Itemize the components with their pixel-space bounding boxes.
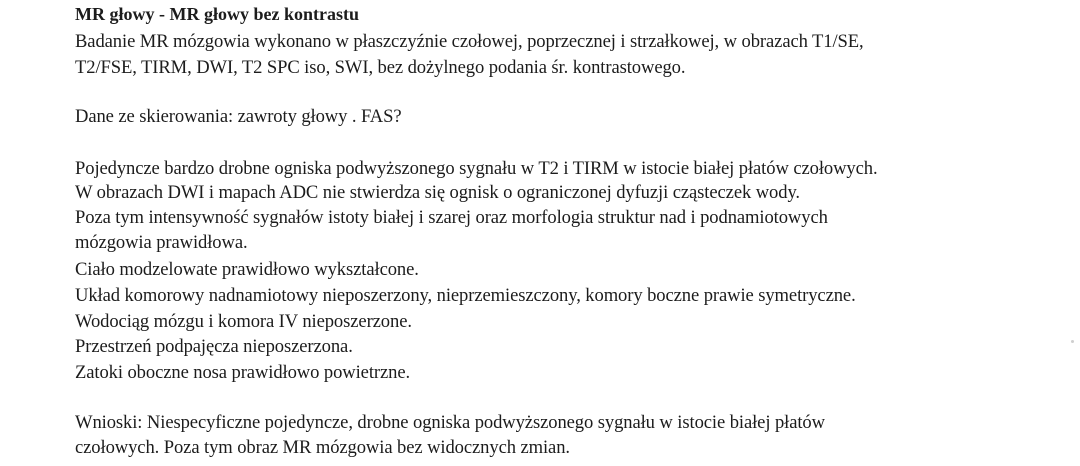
report-title: MR głowy - MR głowy bez kontrastu xyxy=(75,4,359,24)
intro-line: Badanie MR mózgowia wykonano w płaszczyźnie czołowej, poprzecznej i strzałkowej, w obrazach T1/SE, xyxy=(75,31,864,52)
finding-line: Przestrzeń podpajęcza nieposzerzona. xyxy=(75,336,353,357)
conclusion-line: Wnioski: Niespecyficzne pojedyncze, drobne ogniska podwyższonego sygnału w istocie białej płatów xyxy=(75,412,825,433)
finding-line: Wodociąg mózgu i komora IV nieposzerzone. xyxy=(75,311,412,332)
report-document xyxy=(75,0,1065,466)
finding-line: Zatoki oboczne nosa prawidłowo powietrzne. xyxy=(75,362,411,383)
scan-speck xyxy=(1071,340,1074,343)
intro-line: T2/FSE, TIRM, DWI, T2 SPC iso, SWI, bez dożylnego podania śr. kontrastowego. xyxy=(75,57,686,78)
finding-line: mózgowia prawidłowa. xyxy=(75,232,248,253)
conclusion-line: czołowych. Poza tym obraz MR mózgowia bez widocznych zmian. xyxy=(75,437,570,458)
finding-line: Pojedyncze bardzo drobne ogniska podwyższonego sygnału w T2 i TIRM w istocie białej płatów czołowych. xyxy=(75,158,878,179)
finding-line: Poza tym intensywność sygnałów istoty białej i szarej oraz morfologia struktur nad i podnamiotowych xyxy=(75,207,828,228)
finding-line: Układ komorowy nadnamiotowy nieposzerzony, nieprzemieszczony, komory boczne prawie symetryczne. xyxy=(75,285,856,306)
finding-line: W obrazach DWI i mapach ADC nie stwierdza się ognisk o ograniczonej dyfuzji cząsteczek wody. xyxy=(75,182,800,203)
finding-line: Ciało modzelowate prawidłowo wykształcone. xyxy=(75,259,419,280)
referral-line: Dane ze skierowania: zawroty głowy . FAS? xyxy=(75,106,402,127)
